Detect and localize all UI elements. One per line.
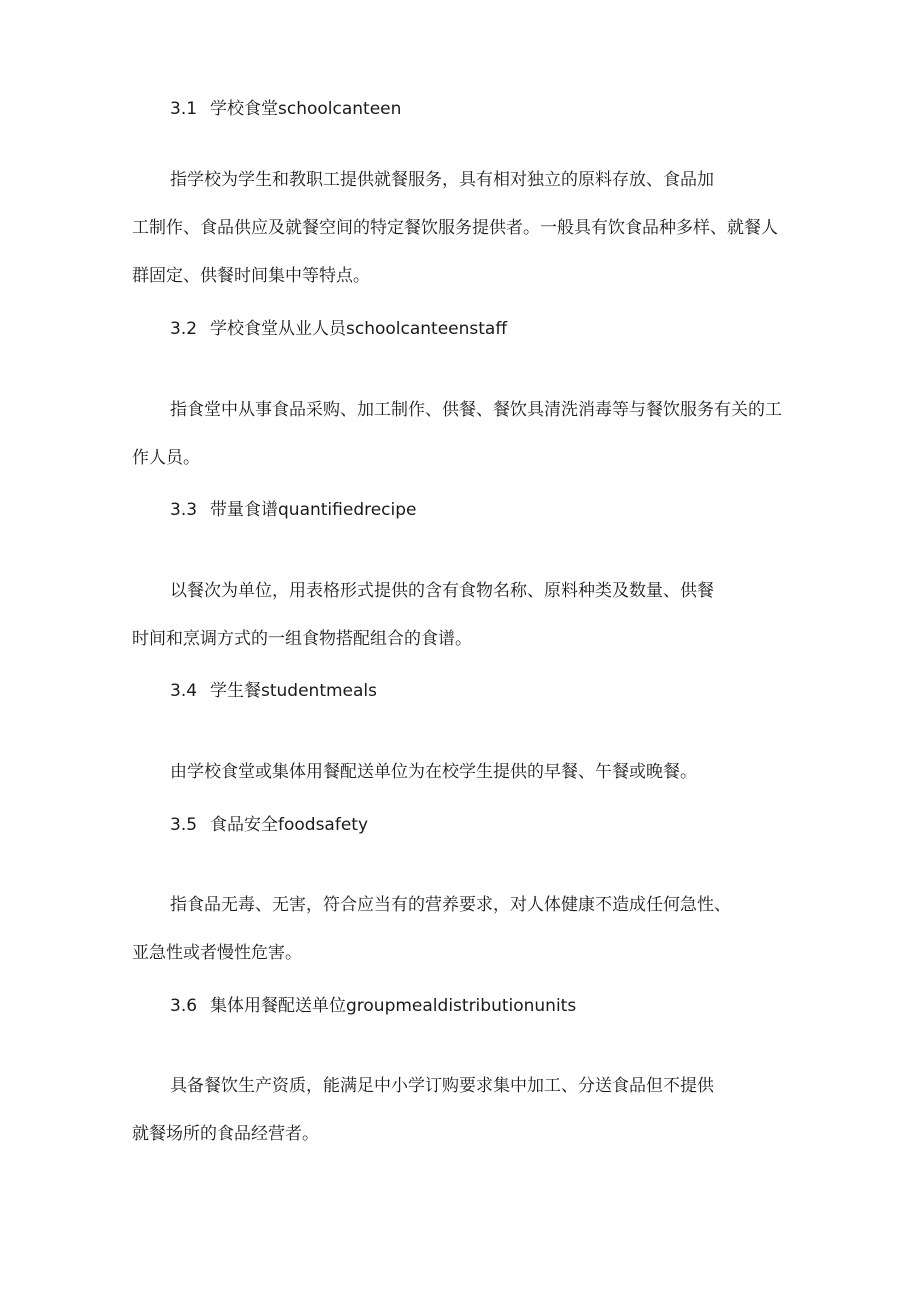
paragraph-line: 指食堂中从事食品采购、加工制作、供餐、餐饮具清洗消毒等与餐饮服务有关的工 [170, 400, 782, 420]
paragraph-line: 亚急性或者慢性危害。 [132, 943, 302, 963]
section-heading-3-3 [170, 499, 417, 521]
paragraph-line: 由学校食堂或集体用餐配送单位为在校学生提供的早餐、午餐或晚餐。 [170, 762, 697, 782]
section-heading-3-2 [170, 318, 507, 340]
section-title: 带量食谱quantifiedrecipe [210, 500, 417, 520]
paragraph-line: 具备餐饮生产资质，能满足中小学订购要求集中加工、分送食品但不提供 [170, 1076, 714, 1096]
section-title: 学生餐studentmeals [210, 681, 378, 701]
paragraph-line: 以餐次为单位，用表格形式提供的含有食物名称、原料种类及数量、供餐 [170, 581, 714, 601]
section-number: 3.4 [170, 681, 198, 701]
section-number: 3.1 [170, 99, 198, 119]
paragraph-line: 就餐场所的食品经营者。 [132, 1124, 319, 1144]
paragraph-line: 时间和烹调方式的一组食物搭配组合的食谱。 [132, 629, 472, 649]
paragraph-line: 工制作、食品供应及就餐空间的特定餐饮服务提供者。一般具有饮食品种多样、就餐人 [132, 218, 778, 238]
section-number: 3.6 [170, 996, 198, 1016]
paragraph-line: 指学校为学生和教职工提供就餐服务，具有相对独立的原料存放、食品加 [170, 170, 714, 190]
section-title: 学校食堂从业人员schoolcanteenstaff [210, 319, 508, 339]
section-number: 3.2 [170, 319, 198, 339]
section-heading-3-6 [170, 995, 576, 1017]
section-heading-3-1 [170, 98, 401, 120]
section-title: 食品安全foodsafety [210, 815, 369, 835]
section-number: 3.5 [170, 815, 198, 835]
section-title: 学校食堂schoolcanteen [210, 99, 402, 119]
section-number: 3.3 [170, 500, 198, 520]
section-title: 集体用餐配送单位groupmealdistributionunits [210, 996, 577, 1016]
section-heading-3-4 [170, 680, 377, 702]
paragraph-line: 群固定、供餐时间集中等特点。 [132, 266, 370, 286]
paragraph-line: 指食品无毒、无害，符合应当有的营养要求，对人体健康不造成任何急性、 [170, 895, 731, 915]
paragraph-line: 作人员。 [132, 448, 200, 468]
section-heading-3-5 [170, 814, 368, 836]
